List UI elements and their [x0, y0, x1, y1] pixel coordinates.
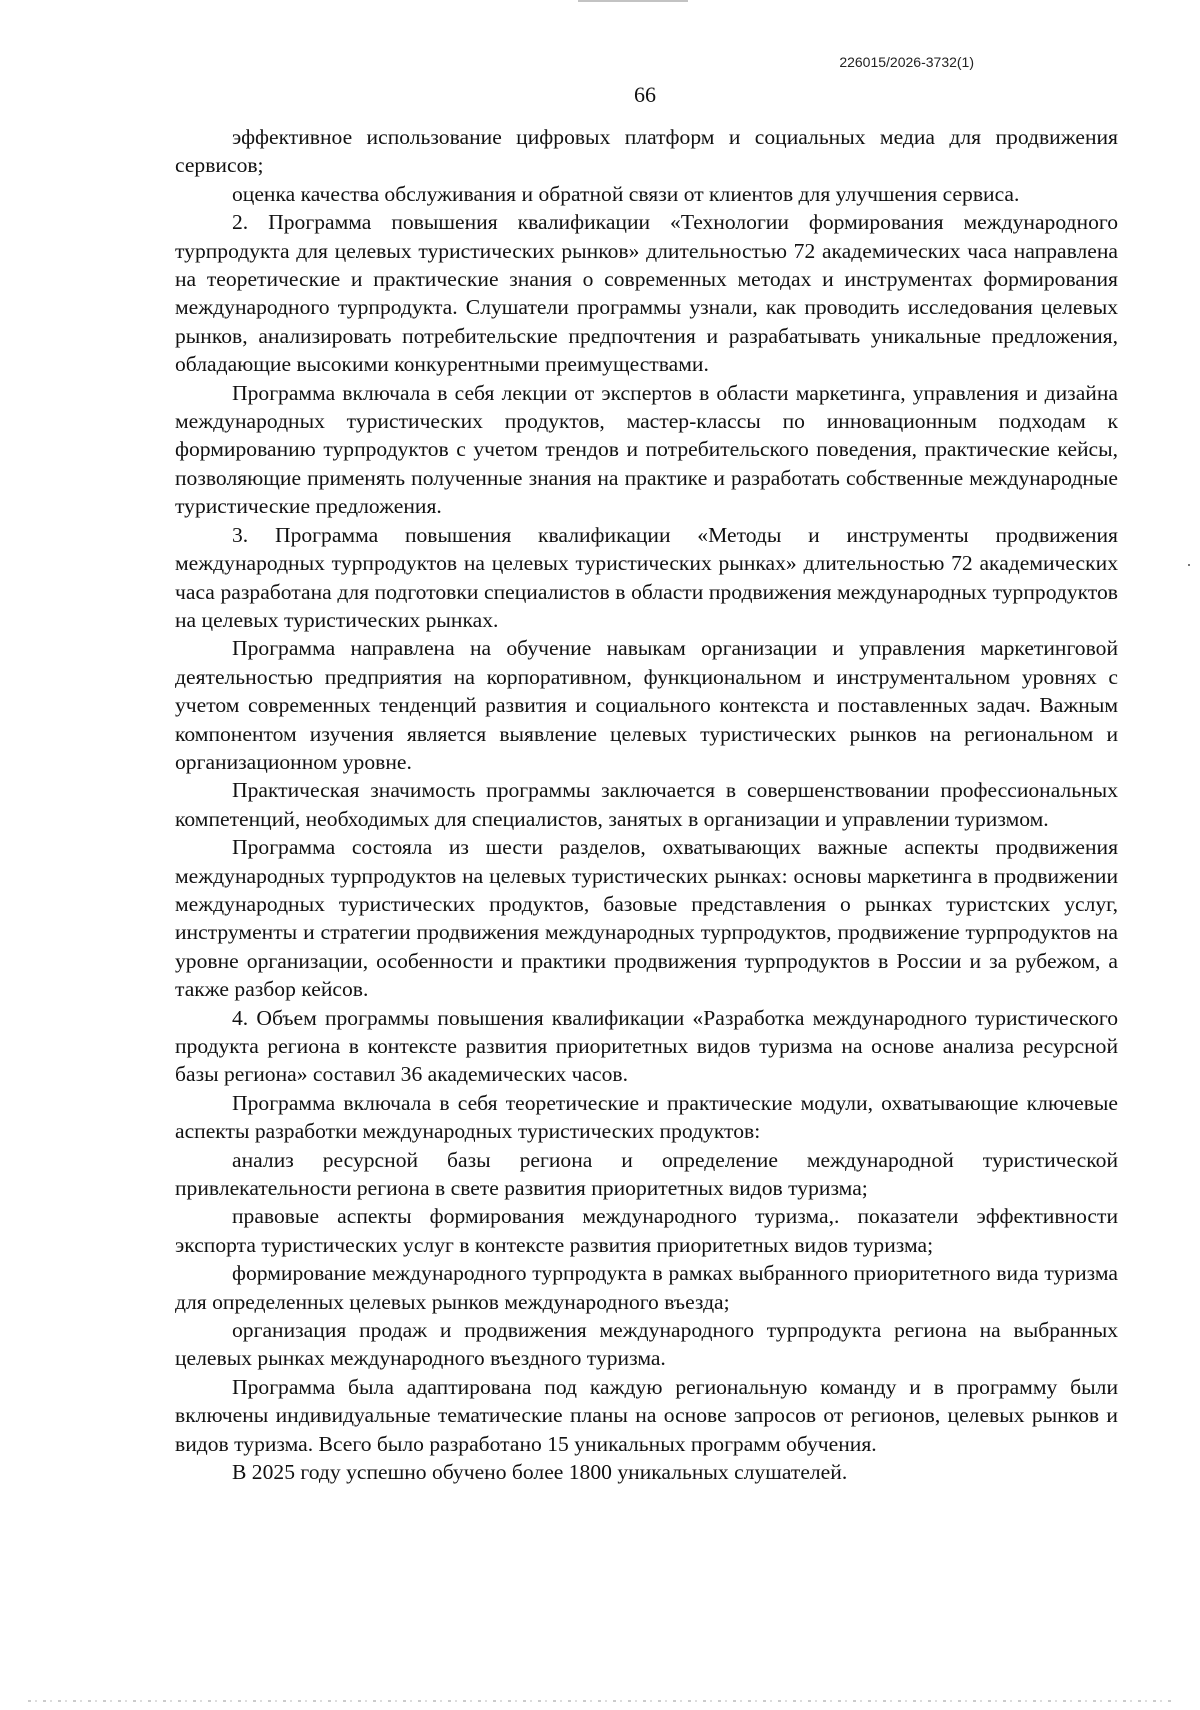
paragraph: 4. Объем программы повышения квалификации «Разработка международного туристического продукта региона в контексте развития приоритетных видов туризма на основе анализа ресурсной базы региона» составил 36 академических часов. — [175, 1005, 1118, 1087]
paragraph: правовые аспекты формирования международного туризма,. показатели эффективности экспорта туристических услуг в контексте развития приоритетных видов туризма; — [175, 1204, 1118, 1257]
paragraph: формирование международного турпродукта в рамках выбранного приоритетного вида туризма для определенных целевых рынков международного въезда; — [175, 1261, 1118, 1314]
document-body — [175, 123, 1118, 1487]
paragraph: Программа состояла из шести разделов, охватывающих важные аспекты продвижения международных турпродуктов на целевых туристических рынках: основы маркетинга в продвижении международных туристических продуктов, базовые представления о рынках туристских услуг, инструменты и стратегии продвижения международных турпродуктов, продвижение турпродуктов на уровне организации, особенности и практики продвижения турпродуктов в России и за рубежом, а также разбор кейсов. — [175, 835, 1118, 1002]
paragraph: оценка качества обслуживания и обратной связи от клиентов для улучшения сервиса. — [232, 181, 1020, 206]
paragraph: Программа была адаптирована под каждую региональную команду и в программу были включены индивидуальные тематические планы на основе запросов от регионов, целевых рынков и видов туризма. Всего было разработано 15 уникальных программ обучения. — [175, 1374, 1118, 1456]
paragraph: В 2025 году успешно обучено более 1800 уникальных слушателей. — [232, 1460, 848, 1485]
page-number: 66 — [634, 82, 656, 107]
paragraph: анализ ресурсной базы региона и определение международной туристической привлекательности региона в свете развития приоритетных видов туризма; — [175, 1147, 1118, 1201]
paragraph: Программа включала в себя лекции от экспертов в области маркетинга, управления и дизайна международных туристических продуктов, мастер-классы по инновационным подходам к формированию турпродуктов с учетом трендов и потребительского поведения, практические кейсы, позволяющие применять полученные знания на практике и разработать собственные международные туристические предложения. — [175, 380, 1118, 519]
scan-artifact-top — [578, 0, 688, 2]
paragraph: 2. Программа повышения квалификации «Технологии формирования международного турпродукта для целевых туристических рынков» длительностью 72 академических часа направлена на теоретические и практические знания о современных методах и инструментах формирования международного турпродукта. Слушатели программы узнали, как проводить исследования целевых рынков, анализировать потребительские предпочтения и разрабатывать уникальные предложения, обладающие высокими конкурентными преимуществами. — [175, 210, 1118, 377]
scan-artifact-bottom — [28, 1700, 1172, 1702]
document-number: 226015/2026-3732(1) — [839, 54, 974, 70]
paragraph: Программа включала в себя теоретические и практические модули, охватывающие ключевые аспекты разработки международных туристических продуктов: — [175, 1090, 1118, 1144]
scan-artifact-margin — [1188, 564, 1190, 566]
paragraph: организация продаж и продвижения международного турпродукта региона на выбранных целевых рынках международного въездного туризма. — [175, 1318, 1118, 1371]
paragraph: эффективное использование цифровых платформ и социальных медиа для продвижения сервисов; — [175, 125, 1118, 178]
paragraph: Практическая значимость программы заключается в совершенствовании профессиональных компетенций, необходимых для специалистов, занятых в организации и управлении туризмом. — [175, 778, 1118, 831]
paragraph: Программа направлена на обучение навыкам организации и управления маркетинговой деятельностью предприятия на корпоративном, функциональном и инструментальном уровнях с учетом современных тенденций развития и социального контекста и поставленных задач. Важным компонентом изучения является выявление целевых туристических рынков на региональном и организационном уровне. — [175, 636, 1118, 774]
paragraph: 3. Программа повышения квалификации «Методы и инструменты продвижения международных турпродуктов на целевых туристических рынках» длительностью 72 академических часа разработана для подготовки специалистов в области продвижения международных турпродуктов на целевых туристических рынках. — [175, 522, 1118, 632]
